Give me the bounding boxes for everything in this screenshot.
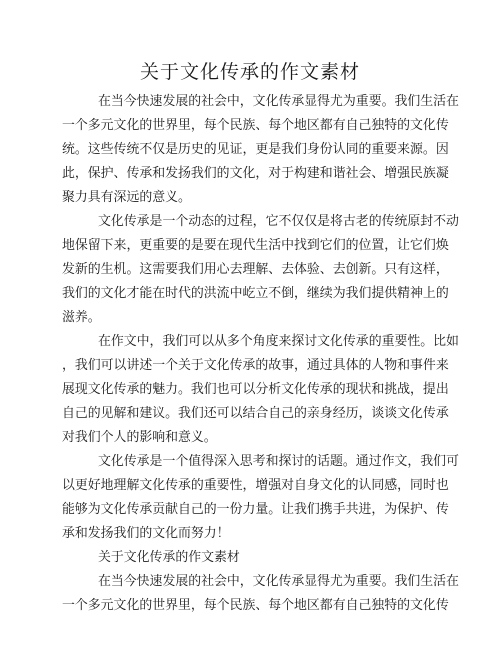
paragraph-line: 承和发扬我们的文化而努力！ xyxy=(62,526,230,541)
paragraph-line: 滋养。 xyxy=(62,310,101,325)
paragraph-line: 发新的生机。这需要我们用心去理解、去体验、去创新。只有这样， xyxy=(62,262,449,277)
paragraph-line: 文化传承是一个值得深入思考和探讨的话题。通过作文，我们可 xyxy=(98,454,459,469)
paragraph-line: 地保留下来，更重要的是要在现代生活中找到它们的位置，让它们焕 xyxy=(62,238,449,253)
paragraph-line: 能够为文化传承贡献自己的一份力量。让我们携手共进，为保护、传 xyxy=(62,502,449,517)
paragraph-line: 一个多元文化的世界里，每个民族、每个地区都有自己独特的文化传 xyxy=(62,598,449,613)
paragraph-line: 统。这些传统不仅是历史的见证，更是我们身份认同的重要来源。因 xyxy=(62,142,449,157)
paragraph-line: 在当今快速发展的社会中，文化传承显得尤为重要。我们生活在 xyxy=(98,574,459,589)
paragraph-line: 在作文中，我们可以从多个角度来探讨文化传承的重要性。比如 xyxy=(98,334,459,349)
paragraph-line: 我们的文化才能在时代的洪流中屹立不倒，继续为我们提供精神上的 xyxy=(62,286,449,301)
repeated-title-line: 关于文化传承的作文素材 xyxy=(98,550,240,565)
paragraph-line: 自己的见解和建议。我们还可以结合自己的亲身经历，谈谈文化传承 xyxy=(62,406,449,421)
paragraph-line: 展现文化传承的魅力。我们也可以分析文化传承的现状和挑战，提出 xyxy=(62,382,449,397)
paragraph-line: 在当今快速发展的社会中，文化传承显得尤为重要。我们生活在 xyxy=(98,94,459,109)
document-title: 关于文化传承的作文素材 xyxy=(139,61,360,83)
paragraph-line: 对我们个人的影响和意义。 xyxy=(62,430,217,445)
paragraph-line: 以更好地理解文化传承的重要性，增强对自身文化的认同感，同时也 xyxy=(62,478,449,493)
paragraph-line: 文化传承是一个动态的过程，它不仅仅是将古老的传统原封不动 xyxy=(98,214,459,229)
paragraph-line: 聚力具有深远的意义。 xyxy=(62,190,191,205)
paragraph-line: 此，保护、传承和发扬我们的文化，对于构建和谐社会、增强民族凝 xyxy=(62,166,449,181)
paragraph-line: 一个多元文化的世界里，每个民族、每个地区都有自己独特的文化传 xyxy=(62,118,449,133)
paragraph-line: ，我们可以讲述一个关于文化传承的故事，通过具体的人物和事件来 xyxy=(62,358,449,373)
